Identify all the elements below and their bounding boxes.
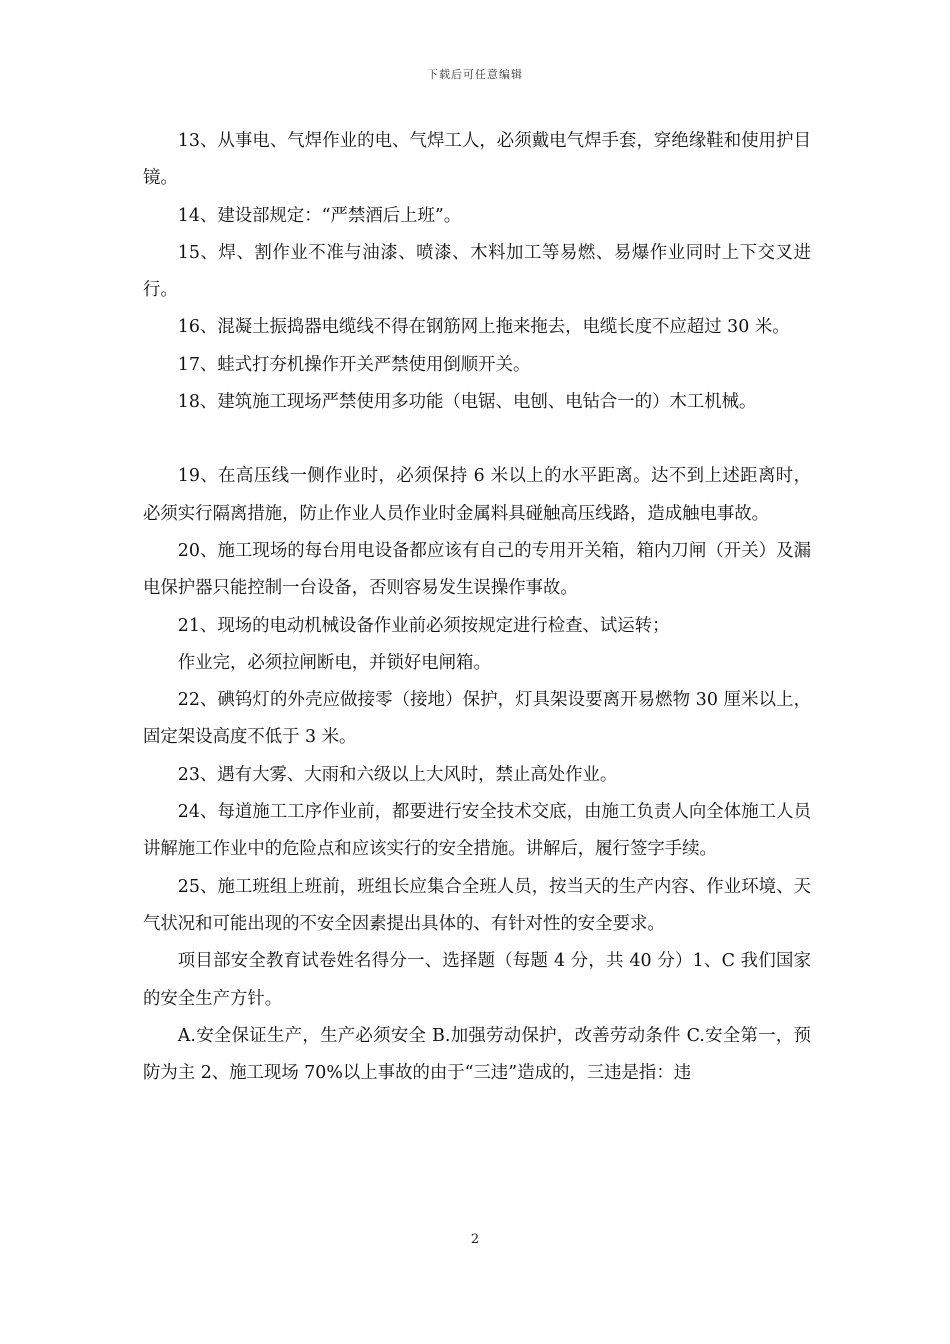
page-header: 下载后可任意编辑 [427, 68, 523, 81]
paragraph-22: 22、碘钨灯的外壳应做接零（接地）保护，灯具架设要离开易燃物 30 厘米以上，固定架设高度不低于 3 米。 [143, 690, 811, 748]
paragraph-13: 13、从事电、气焊作业的电、气焊工人，必须戴电气焊手套，穿绝缘鞋和使用护目镜。 [143, 131, 811, 189]
paragraph-25: 25、施工班组上班前，班组长应集合全班人员，按当天的生产内容、作业环境、天气状况和可能出现的不安全因素提出具体的、有针对性的安全要求。 [143, 876, 811, 934]
paragraph-21-continued: 作业完，必须拉闸断电，并锁好电闸箱。 [177, 652, 491, 673]
exam-options-paragraph: A.安全保证生产，生产必须安全 B.加强劳动保护，改善劳动条件 C.安全第一，预防为主 2、施工现场 70%以上事故的由于“三违”造成的，三违是指：违 [143, 1025, 811, 1084]
paragraph-16: 16、混凝土振捣器电缆线不得在钢筋网上拖来拖去，电缆长度不应超过 30 米。 [177, 317, 790, 338]
paragraph-21: 21、现场的电动机械设备作业前必须按规定进行检查、试运转； [177, 615, 670, 636]
paragraph-23: 23、遇有大雾、大雨和六级以上大风时，禁止高处作业。 [177, 764, 618, 785]
paragraph-14: 14、建设部规定：“严禁酒后上班”。 [177, 205, 462, 226]
blank-line [143, 421, 811, 458]
paragraph-18: 18、建筑施工现场严禁使用多功能（电锯、电刨、电钻合一的）木工机械。 [177, 392, 757, 413]
paragraph-20: 20、施工现场的每台用电设备都应该有自己的专用开关箱，箱内刀闸（开关）及漏电保护器只能控制一台设备，否则容易发生误操作事故。 [143, 540, 811, 599]
paragraph-24: 24、每道施工工序作业前，都要进行安全技术交底，由施工负责人向全体施工人员讲解施工作业中的危险点和应该实行的安全措施。讲解后，履行签字手续。 [143, 802, 811, 860]
document-body [143, 123, 811, 1092]
paragraph-15: 15、焊、割作业不准与油漆、喷漆、木料加工等易燃、易爆作业同时上下交叉进行。 [143, 242, 811, 301]
paragraph-17: 17、蛙式打夯机操作开关严禁使用倒顺开关。 [177, 354, 531, 375]
exam-heading-paragraph: 项目部安全教育试卷姓名得分一、选择题（每题 4 分，共 40 分）1、C 我们国家的安全生产方针。 [143, 951, 811, 1009]
paragraph-19: 19、在高压线一侧作业时，必须保持 6 米以上的水平距离。达不到上述距离时，必须实行隔离措施，防止作业人员作业时金属料具碰触高压线路，造成触电事故。 [143, 466, 811, 524]
page-number: 2 [470, 1232, 480, 1247]
